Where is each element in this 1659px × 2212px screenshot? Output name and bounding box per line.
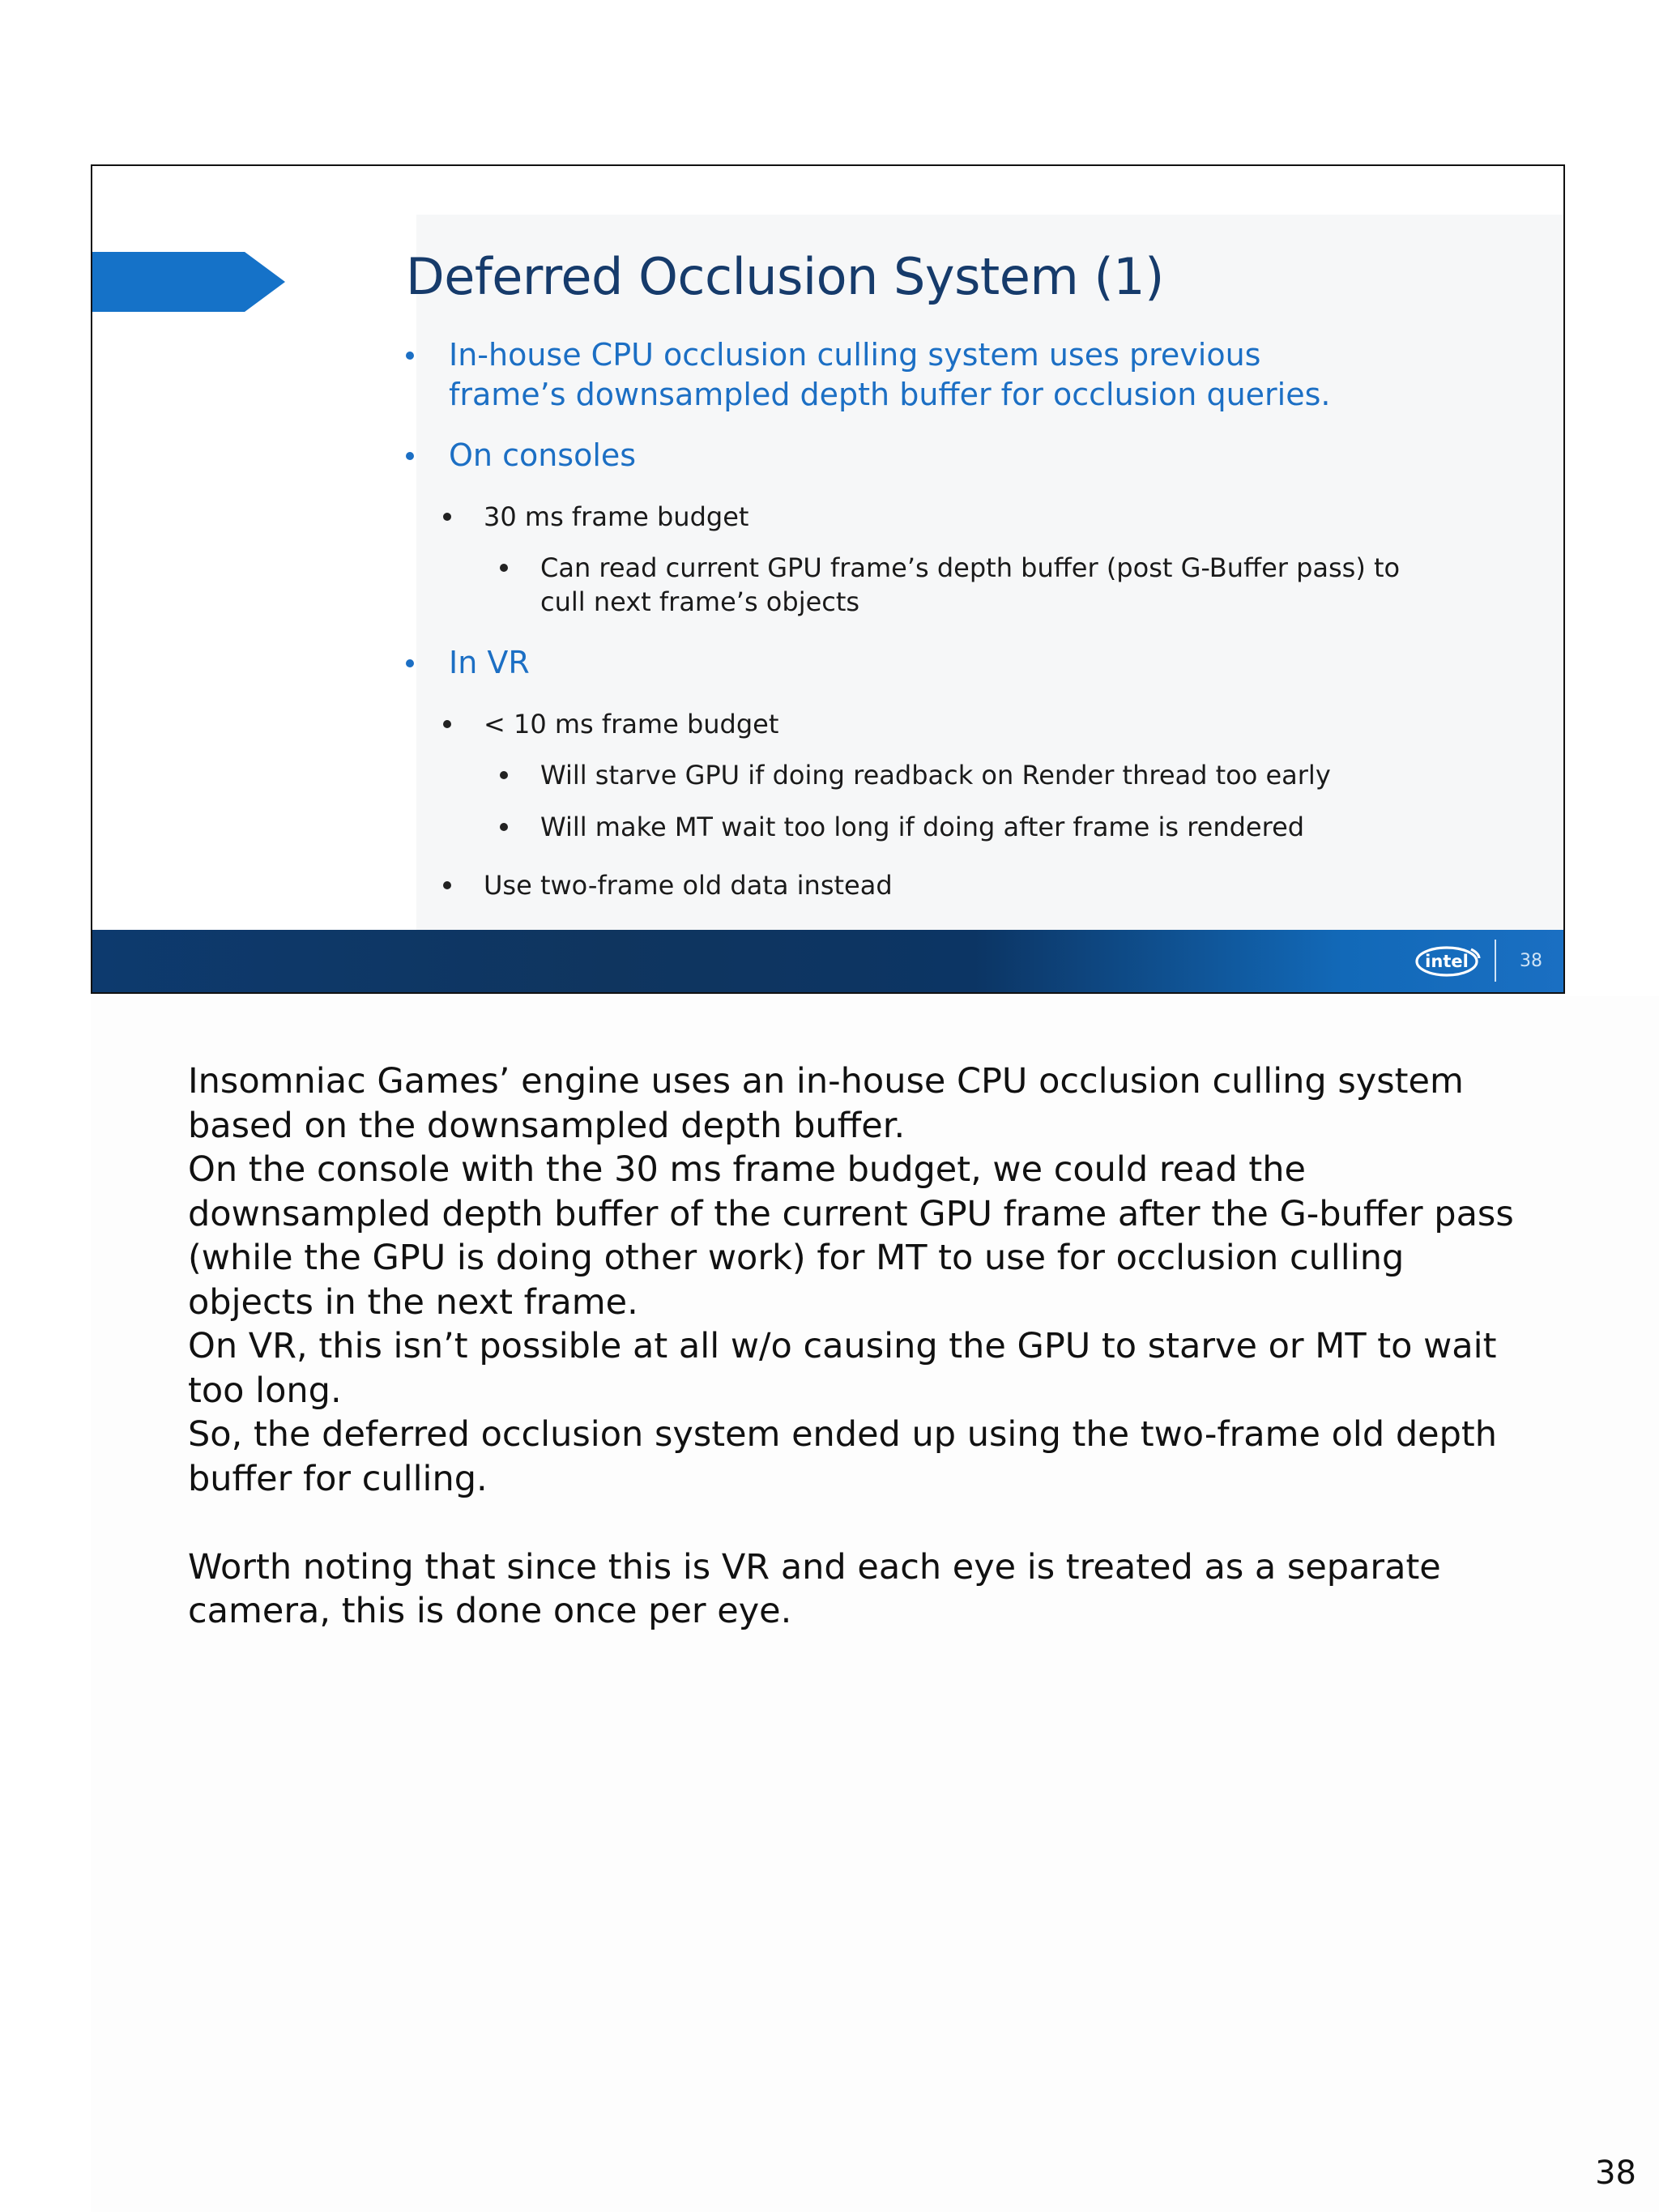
notes-paragraph: On VR, this isn’t possible at all w/o causing the GPU to starve or MT to wait too long. xyxy=(188,1326,1497,1411)
bullet-text: Use two-frame old data instead xyxy=(484,870,893,901)
bullet-dot-icon xyxy=(443,881,451,889)
bullet-item xyxy=(500,810,1304,844)
bullet-text: Will starve GPU if doing readback on Render thread too early xyxy=(540,760,1331,791)
slide-footer-band xyxy=(92,930,1563,992)
bullet-text: On consoles xyxy=(449,437,637,473)
notes-paragraph: Insomniac Games’ engine uses an in-house CPU occlusion culling system based on the downsampled depth buffer. xyxy=(188,1061,1464,1146)
bullet-dot-icon xyxy=(500,823,508,831)
bullet-item xyxy=(500,551,1423,619)
bullet-text: Will make MT wait too long if doing after frame is rendered xyxy=(540,812,1305,842)
intel-logo-text: intel xyxy=(1425,952,1469,971)
notes-paragraph: On the console with the 30 ms frame budget, we could read the downsampled depth buffer of the current GPU frame after the G-buffer pass (while the GPU is doing other work) for MT to use for occlusion culling objects in the next frame. xyxy=(188,1149,1514,1323)
bullet-dot-icon xyxy=(406,352,414,360)
bullet-item xyxy=(500,758,1331,792)
bullet-dot-icon xyxy=(443,720,451,728)
notes-paragraph: Worth noting that since this is VR and each eye is treated as a separate camera, this is done once per eye. xyxy=(188,1546,1441,1631)
bullet-item xyxy=(406,643,530,683)
slide-number: 38 xyxy=(1520,951,1542,971)
bullet-dot-icon xyxy=(500,564,508,572)
footer-divider xyxy=(1495,940,1496,982)
notes-spacer xyxy=(188,1501,1533,1545)
speaker-notes xyxy=(188,1059,1533,1634)
bullet-dot-icon xyxy=(500,771,508,779)
slide-thumbnail xyxy=(91,164,1565,994)
chevron-accent xyxy=(92,252,285,312)
bullet-item xyxy=(406,436,636,475)
bullet-item xyxy=(443,868,893,902)
intel-logo-icon xyxy=(1414,942,1482,979)
page-number: 38 xyxy=(1595,2154,1636,2192)
bullet-text: In VR xyxy=(449,645,530,680)
bullet-text: < 10 ms frame budget xyxy=(484,709,779,739)
bullet-dot-icon xyxy=(443,513,451,521)
bullet-text: Can read current GPU frame’s depth buffer (post G-Buffer pass) to cull next frame’s objects xyxy=(540,552,1401,617)
bullet-text: 30 ms frame budget xyxy=(484,501,749,532)
bullet-text: In-house CPU occlusion culling system uses previous frame’s downsampled depth buffer for occlusion queries. xyxy=(449,337,1331,412)
bullet-item xyxy=(406,335,1337,415)
bullet-item xyxy=(443,500,748,534)
bullet-dot-icon xyxy=(406,659,414,667)
bullet-item xyxy=(443,707,778,741)
bullet-dot-icon xyxy=(406,452,414,460)
slide-title: Deferred Occlusion System (1) xyxy=(406,247,1164,306)
notes-paragraph: So, the deferred occlusion system ended up using the two-frame old depth buffer for culling. xyxy=(188,1414,1497,1499)
